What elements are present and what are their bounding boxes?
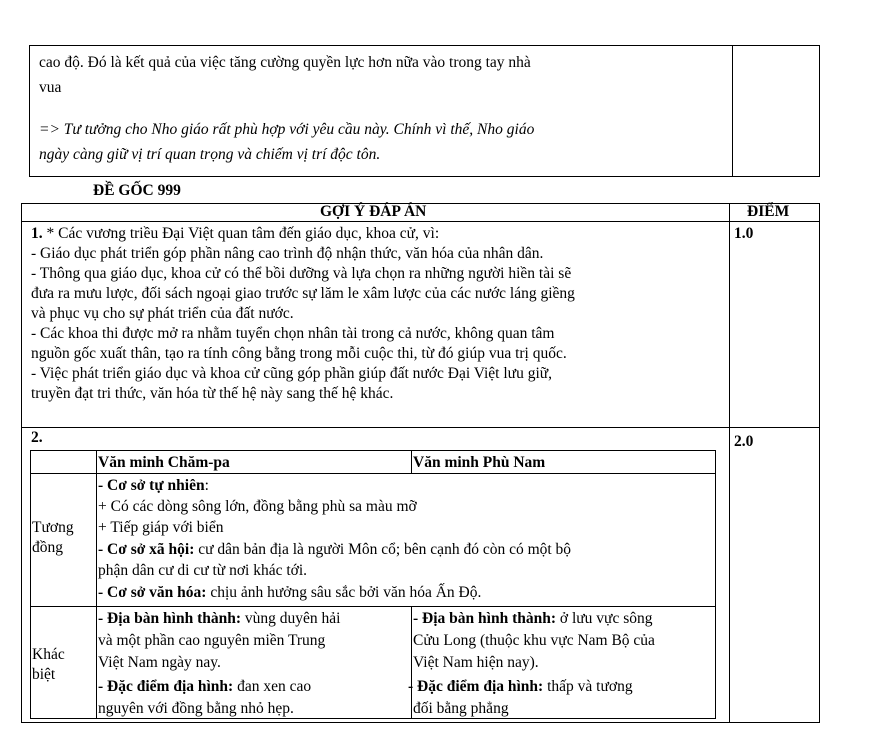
q1-intro <box>31 223 439 244</box>
champa-area-text-1: vùng duyên hải <box>241 610 341 627</box>
q1-line-7: - Việc phát triển giáo dục và khoa cử cũng góp phần giúp đất nước Đại Việt lưu giữ, <box>31 365 553 382</box>
champa-terrain-2: nguyên với đồng bằng nhỏ hẹp. <box>98 700 294 717</box>
champa-area <box>98 608 340 629</box>
social-basis-2: phận dân cư di cư từ nơi khác tới. <box>98 562 308 579</box>
col-phunam: Văn minh Phù Nam <box>413 454 546 471</box>
top-line-1: cao độ. Đó là kết quả của việc tăng cường quyền lực hơn nữa vào trong tay nhà <box>39 54 531 71</box>
q1-line-8: truyền đạt tri thức, văn hóa từ thế hệ này sang thế hệ khác. <box>31 385 394 402</box>
similar-label-a: Tương <box>32 519 74 536</box>
champa-terrain <box>98 676 311 697</box>
phunam-terrain <box>408 676 633 697</box>
section-title: ĐỀ GỐC 999 <box>93 182 181 199</box>
q1-line-6: nguồn gốc xuất thân, tạo ra tính công bằng trong mỗi cuộc thi, từ đó giúp vua trị quốc. <box>31 345 567 362</box>
comparison-row-divider <box>30 606 716 607</box>
natural-basis-heading: - Cơ sở tự nhiên <box>98 477 205 494</box>
q2-score: 2.0 <box>734 433 754 450</box>
cultural-basis-text: chịu ảnh hưởng sâu sắc bởi văn hóa Ấn Độ. <box>206 584 482 601</box>
different-label-b: biệt <box>32 666 56 683</box>
header-answer: GỢI Ý ĐÁP ÁN <box>320 203 427 220</box>
natural-basis-colon: : <box>204 477 209 494</box>
top-italic-line-1: => Tư tưởng cho Nho giáo rất phù hợp với yêu cầu này. Chính vì thế, Nho giáo <box>39 121 535 138</box>
header-score: ĐIỂM <box>747 203 790 220</box>
q2-number: 2. <box>31 429 43 446</box>
col-champa: Văn minh Chăm-pa <box>98 454 230 471</box>
comparison-col-divider-top <box>411 450 412 473</box>
comparison-col-divider-bottom <box>411 606 412 719</box>
top-line-2: vua <box>39 79 62 96</box>
phunam-area-2: Cửu Long (thuộc khu vực Nam Bộ của <box>413 632 655 649</box>
social-basis-text: cư dân bản địa là người Môn cổ; bên cạnh đó còn có một bộ <box>194 541 572 558</box>
champa-area-3: Việt Nam ngày nay. <box>98 654 221 671</box>
similar-label-b: đồng <box>32 539 63 556</box>
q1-line-2: - Thông qua giáo dục, khoa cử có thể bồi dưỡng và lựa chọn ra những người hiền tài sẽ <box>31 265 572 282</box>
top-box-divider <box>732 45 733 177</box>
comparison-header-divider <box>30 473 716 474</box>
q1-score: 1.0 <box>734 225 754 242</box>
champa-area-2: và một phần cao nguyên miền Trung <box>98 632 326 649</box>
q1-line-3: đưa ra mưu lược, đối sách ngoại giao trước sự lăm le xâm lược của các nước láng giềng <box>31 285 575 302</box>
q1-line-4: và phục vụ cho sự phát triển của đất nước. <box>31 305 294 322</box>
phunam-terrain-text-1: thấp và tương <box>543 678 633 695</box>
phunam-area-heading: - Địa bàn hình thành: <box>413 610 557 627</box>
phunam-terrain-heading: - Đặc điểm địa hình: <box>408 678 544 695</box>
natural-basis-1: + Có các dòng sông lớn, đồng bằng phù sa màu mỡ <box>98 498 417 515</box>
q1-intro-text: * Các vương triều Đại Việt quan tâm đến giáo dục, khoa cử, vì: <box>42 225 440 242</box>
phunam-area <box>413 608 652 629</box>
top-italic-line-2: ngày càng giữ vị trí quan trọng và chiếm vị trí độc tôn. <box>39 146 381 163</box>
score-column-divider <box>729 203 730 723</box>
champa-terrain-text-1: đan xen cao <box>233 678 312 695</box>
q1-line-1: - Giáo dục phát triển góp phần nâng cao trình độ nhận thức, văn hóa của nhân dân. <box>31 245 544 262</box>
different-label-a: Khác <box>32 646 65 663</box>
cultural-basis-heading: - Cơ sở văn hóa: <box>98 584 207 601</box>
natural-basis-title <box>98 475 209 496</box>
champa-terrain-heading: - Đặc điểm địa hình: <box>98 678 234 695</box>
q1-row-divider <box>21 427 820 428</box>
social-basis <box>98 539 571 560</box>
q1-line-5: - Các khoa thi được mở ra nhằm tuyển chọn nhân tài trong cả nước, không quan tâm <box>31 325 555 342</box>
natural-basis-2: + Tiếp giáp với biển <box>98 519 224 536</box>
social-basis-heading: - Cơ sở xã hội: <box>98 541 195 558</box>
phunam-area-text-1: ở lưu vực sông <box>556 610 653 627</box>
phunam-terrain-2: đối bằng phẳng <box>413 700 509 717</box>
champa-area-heading: - Địa bàn hình thành: <box>98 610 242 627</box>
comparison-label-divider <box>96 450 97 719</box>
q1-number: 1. <box>31 225 43 242</box>
phunam-area-3: Việt Nam hiện nay). <box>413 654 539 671</box>
cultural-basis <box>98 582 481 603</box>
